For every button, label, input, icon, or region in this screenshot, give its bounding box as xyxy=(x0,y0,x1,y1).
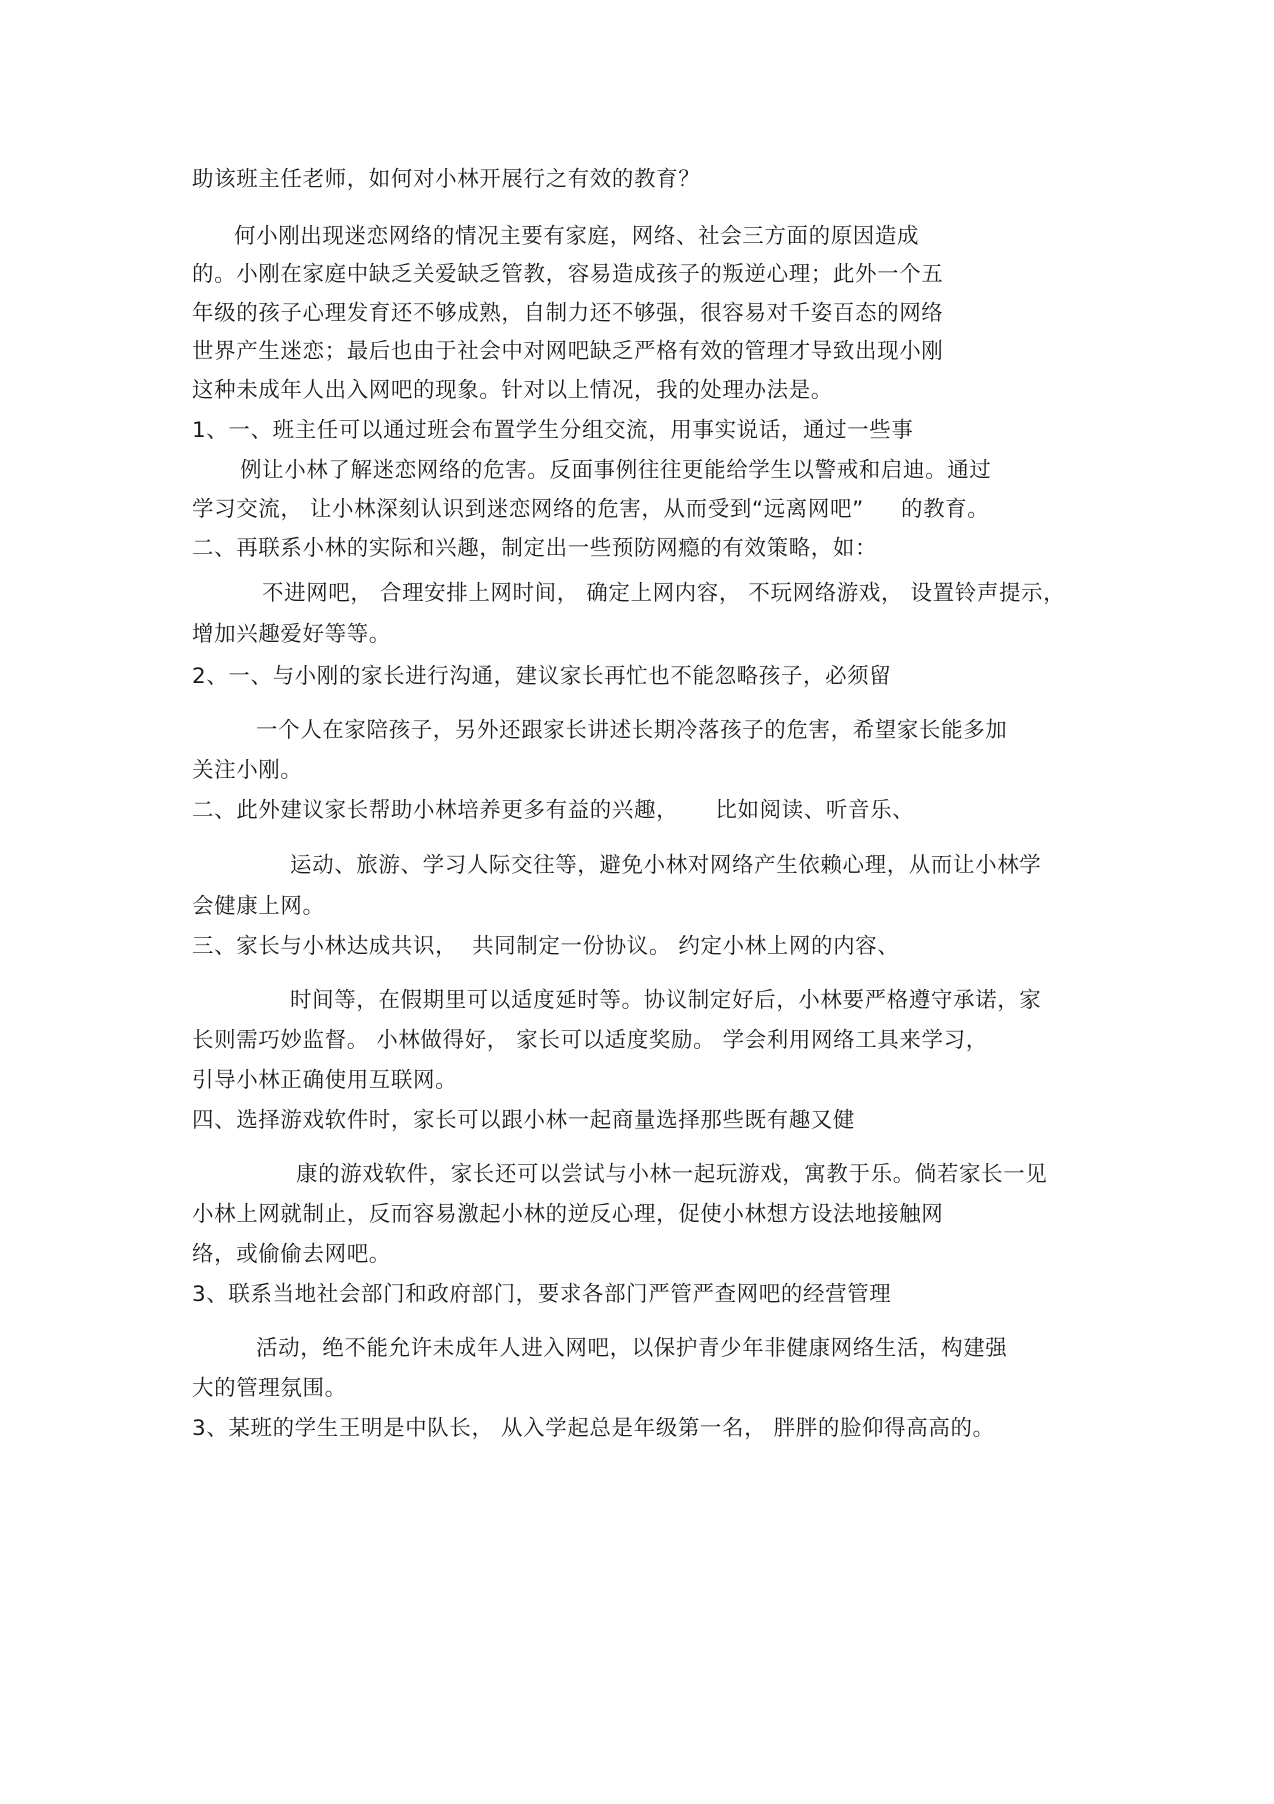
text-line: 会健康上网。 xyxy=(192,894,325,919)
text-line: 1、一、班主任可以通过班会布置学生分组交流，用事实说话，通过一些事 xyxy=(192,418,914,443)
text-line: 大的管理氛围。 xyxy=(192,1376,347,1401)
text-line: 三、家长与小林达成共识， 共同制定一份协议。 约定小林上网的内容、 xyxy=(192,934,900,959)
text-line: 引导小林正确使用互联网。 xyxy=(192,1068,458,1093)
text-line: 世界产生迷恋；最后也由于社会中对网吧缺乏严格有效的管理才导致出现小刚 xyxy=(192,339,944,364)
text-line: 学习交流， 让小林深刻认识到迷恋网络的危害，从而受到“远离网吧” 的教育。 xyxy=(192,497,990,522)
text-line: 3、某班的学生王明是中队长， 从入学起总是年级第一名， 胖胖的脸仰得高高的。 xyxy=(192,1416,995,1441)
text-line: 关注小刚。 xyxy=(192,758,303,783)
text-line: 助该班主任老师，如何对小林开展行之有效的教育？ xyxy=(192,167,701,192)
text-line: 小林上网就制止，反而容易激起小林的逆反心理，促使小林想方设法地接触网 xyxy=(192,1202,944,1227)
text-line: 何小刚出现迷恋网络的情况主要有家庭，网络、社会三方面的原因造成 xyxy=(234,224,920,249)
text-line: 3、联系当地社会部门和政府部门，要求各部门严管严查网吧的经营管理 xyxy=(192,1282,892,1307)
text-line: 一个人在家陪孩子，另外还跟家长讲述长期冷落孩子的危害，希望家长能多加 xyxy=(256,718,1008,743)
text-line: 增加兴趣爱好等等。 xyxy=(192,622,391,647)
text-line: 运动、旅游、学习人际交往等，避免小林对网络产生依赖心理，从而让小林学 xyxy=(290,853,1042,878)
text-line: 不进网吧， 合理安排上网时间， 确定上网内容， 不玩网络游戏， 设置铃声提示， xyxy=(262,581,1066,606)
text-line: 长则需巧妙监督。 小林做得好， 家长可以适度奖励。 学会利用网络工具来学习， xyxy=(192,1028,988,1053)
text-line: 活动，绝不能允许未成年人进入网吧，以保护青少年非健康网络生活，构建强 xyxy=(256,1336,1008,1361)
text-line: 这种未成年人出入网吧的现象。针对以上情况，我的处理办法是。 xyxy=(192,378,833,403)
text-line: 二、再联系小林的实际和兴趣，制定出一些预防网瘾的有效策略，如： xyxy=(192,536,878,561)
text-line: 康的游戏软件，家长还可以尝试与小林一起玩游戏，寓教于乐。倘若家长一见 xyxy=(296,1162,1048,1187)
text-line: 络，或偷偷去网吧。 xyxy=(192,1242,391,1267)
text-line: 例让小林了解迷恋网络的危害。反面事例往往更能给学生以警戒和启迪。通过 xyxy=(240,458,992,483)
text-line: 时间等，在假期里可以适度延时等。协议制定好后，小林要严格遵守承诺，家 xyxy=(290,988,1042,1013)
text-line: 四、选择游戏软件时，家长可以跟小林一起商量选择那些既有趣又健 xyxy=(192,1108,856,1133)
text-line: 2、一、与小刚的家长进行沟通，建议家长再忙也不能忽略孩子，必须留 xyxy=(192,664,892,689)
text-line: 的。小刚在家庭中缺乏关爱缺乏管教，容易造成孩子的叛逆心理；此外一个五 xyxy=(192,262,944,287)
text-line: 年级的孩子心理发育还不够成熟，自制力还不够强，很容易对千姿百态的网络 xyxy=(192,301,944,326)
text-line: 二、此外建议家长帮助小林培养更多有益的兴趣， 比如阅读、听音乐、 xyxy=(192,798,915,823)
